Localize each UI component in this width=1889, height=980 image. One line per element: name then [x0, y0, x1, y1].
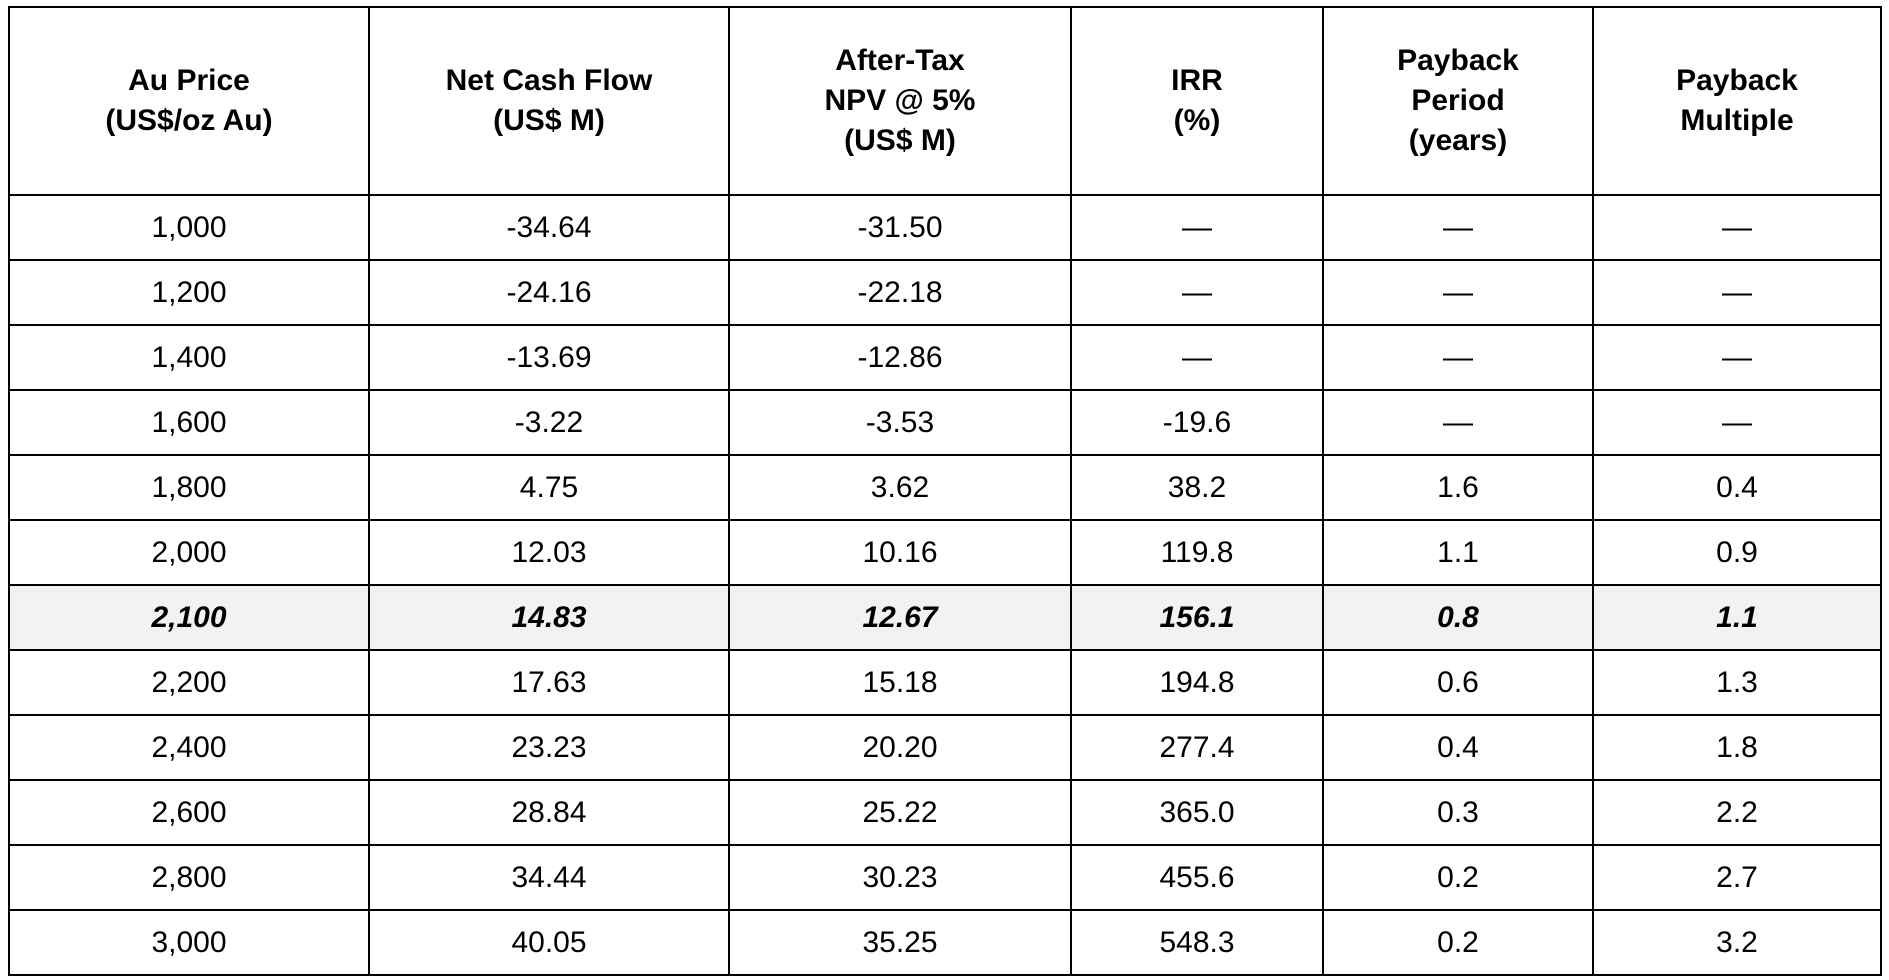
header-text: (%) — [1173, 104, 1221, 137]
cell-payback-multiple: 2.7 — [1593, 845, 1881, 910]
cell-au-price: 2,400 — [9, 715, 369, 780]
cell-payback-multiple: 1.1 — [1593, 585, 1881, 650]
cell-net-cash-flow: 28.84 — [369, 780, 729, 845]
table-row — [9, 195, 1881, 260]
header-text: Period — [1411, 84, 1505, 117]
cell-irr: 277.4 — [1071, 715, 1323, 780]
cell-payback-multiple: — — [1593, 195, 1881, 260]
cell-au-price: 1,000 — [9, 195, 369, 260]
cell-net-cash-flow: 12.03 — [369, 520, 729, 585]
cell-after-tax-npv: 3.62 — [729, 455, 1071, 520]
cell-payback-period: 0.2 — [1323, 845, 1593, 910]
table-row — [9, 520, 1881, 585]
cell-irr: 156.1 — [1071, 585, 1323, 650]
cell-payback-period: 0.8 — [1323, 585, 1593, 650]
header-text: Au Price — [128, 64, 250, 97]
cell-irr: 119.8 — [1071, 520, 1323, 585]
table-header — [9, 7, 1881, 195]
table-row — [9, 845, 1881, 910]
cell-payback-period: — — [1323, 260, 1593, 325]
cell-au-price: 1,200 — [9, 260, 369, 325]
header-text: IRR — [1171, 64, 1223, 97]
cell-payback-period: — — [1323, 390, 1593, 455]
cell-payback-period: 0.3 — [1323, 780, 1593, 845]
header-net-cash-flow — [369, 7, 729, 195]
cell-after-tax-npv: 12.67 — [729, 585, 1071, 650]
table-row — [9, 650, 1881, 715]
cell-payback-multiple: 2.2 — [1593, 780, 1881, 845]
cell-net-cash-flow: 40.05 — [369, 910, 729, 975]
cell-irr: -19.6 — [1071, 390, 1323, 455]
cell-after-tax-npv: 20.20 — [729, 715, 1071, 780]
table-row — [9, 780, 1881, 845]
header-after-tax-npv — [729, 7, 1071, 195]
header-text: Net Cash Flow — [445, 64, 653, 97]
cell-au-price: 1,400 — [9, 325, 369, 390]
cell-payback-period: 0.6 — [1323, 650, 1593, 715]
table-row — [9, 390, 1881, 455]
cell-irr: 194.8 — [1071, 650, 1323, 715]
cell-payback-period: 0.2 — [1323, 910, 1593, 975]
cell-payback-multiple: 0.4 — [1593, 455, 1881, 520]
sensitivity-table-container — [8, 6, 1880, 976]
header-text: After-Tax — [835, 44, 965, 77]
cell-after-tax-npv: 35.25 — [729, 910, 1071, 975]
cell-after-tax-npv: -12.86 — [729, 325, 1071, 390]
cell-net-cash-flow: -3.22 — [369, 390, 729, 455]
header-text: (US$ M) — [493, 104, 605, 137]
cell-payback-multiple: 1.8 — [1593, 715, 1881, 780]
cell-after-tax-npv: 15.18 — [729, 650, 1071, 715]
table-row — [9, 260, 1881, 325]
table-row — [9, 910, 1881, 975]
cell-payback-multiple: 3.2 — [1593, 910, 1881, 975]
cell-payback-period: 1.6 — [1323, 455, 1593, 520]
cell-payback-multiple: — — [1593, 260, 1881, 325]
header-payback-multiple — [1593, 7, 1881, 195]
cell-au-price: 2,800 — [9, 845, 369, 910]
cell-irr: 548.3 — [1071, 910, 1323, 975]
header-text: (US$/oz Au) — [105, 104, 273, 137]
cell-net-cash-flow: 4.75 — [369, 455, 729, 520]
cell-after-tax-npv: -22.18 — [729, 260, 1071, 325]
cell-payback-period: — — [1323, 325, 1593, 390]
cell-payback-multiple: 1.3 — [1593, 650, 1881, 715]
cell-net-cash-flow: 17.63 — [369, 650, 729, 715]
cell-payback-period: 0.4 — [1323, 715, 1593, 780]
header-irr — [1071, 7, 1323, 195]
cell-au-price: 2,100 — [9, 585, 369, 650]
header-payback-period — [1323, 7, 1593, 195]
cell-net-cash-flow: -24.16 — [369, 260, 729, 325]
cell-net-cash-flow: -34.64 — [369, 195, 729, 260]
cell-payback-multiple: — — [1593, 390, 1881, 455]
cell-au-price: 3,000 — [9, 910, 369, 975]
table-row — [9, 325, 1881, 390]
cell-au-price: 1,600 — [9, 390, 369, 455]
header-text: Multiple — [1680, 104, 1794, 137]
header-text: Payback — [1397, 44, 1519, 77]
header-text: NPV @ 5% — [824, 84, 976, 117]
cell-irr: — — [1071, 195, 1323, 260]
cell-au-price: 2,000 — [9, 520, 369, 585]
cell-net-cash-flow: 14.83 — [369, 585, 729, 650]
cell-net-cash-flow: 34.44 — [369, 845, 729, 910]
cell-payback-multiple: 0.9 — [1593, 520, 1881, 585]
cell-au-price: 1,800 — [9, 455, 369, 520]
header-text: (US$ M) — [844, 124, 956, 157]
cell-irr: 365.0 — [1071, 780, 1323, 845]
cell-payback-period: — — [1323, 195, 1593, 260]
cell-after-tax-npv: 30.23 — [729, 845, 1071, 910]
cell-net-cash-flow: 23.23 — [369, 715, 729, 780]
header-text: Payback — [1676, 64, 1798, 97]
cell-after-tax-npv: 25.22 — [729, 780, 1071, 845]
cell-net-cash-flow: -13.69 — [369, 325, 729, 390]
table-row-highlighted — [9, 585, 1881, 650]
header-au-price — [9, 7, 369, 195]
cell-au-price: 2,200 — [9, 650, 369, 715]
cell-payback-period: 1.1 — [1323, 520, 1593, 585]
table-body — [9, 195, 1881, 975]
header-row — [9, 7, 1881, 195]
cell-irr: 455.6 — [1071, 845, 1323, 910]
cell-after-tax-npv: -3.53 — [729, 390, 1071, 455]
table-row — [9, 715, 1881, 780]
table-row — [9, 455, 1881, 520]
cell-irr: — — [1071, 260, 1323, 325]
cell-after-tax-npv: -31.50 — [729, 195, 1071, 260]
cell-after-tax-npv: 10.16 — [729, 520, 1071, 585]
cell-irr: — — [1071, 325, 1323, 390]
gold-price-sensitivity-table — [8, 6, 1882, 976]
cell-irr: 38.2 — [1071, 455, 1323, 520]
cell-payback-multiple: — — [1593, 325, 1881, 390]
cell-au-price: 2,600 — [9, 780, 369, 845]
header-text: (years) — [1408, 124, 1508, 157]
